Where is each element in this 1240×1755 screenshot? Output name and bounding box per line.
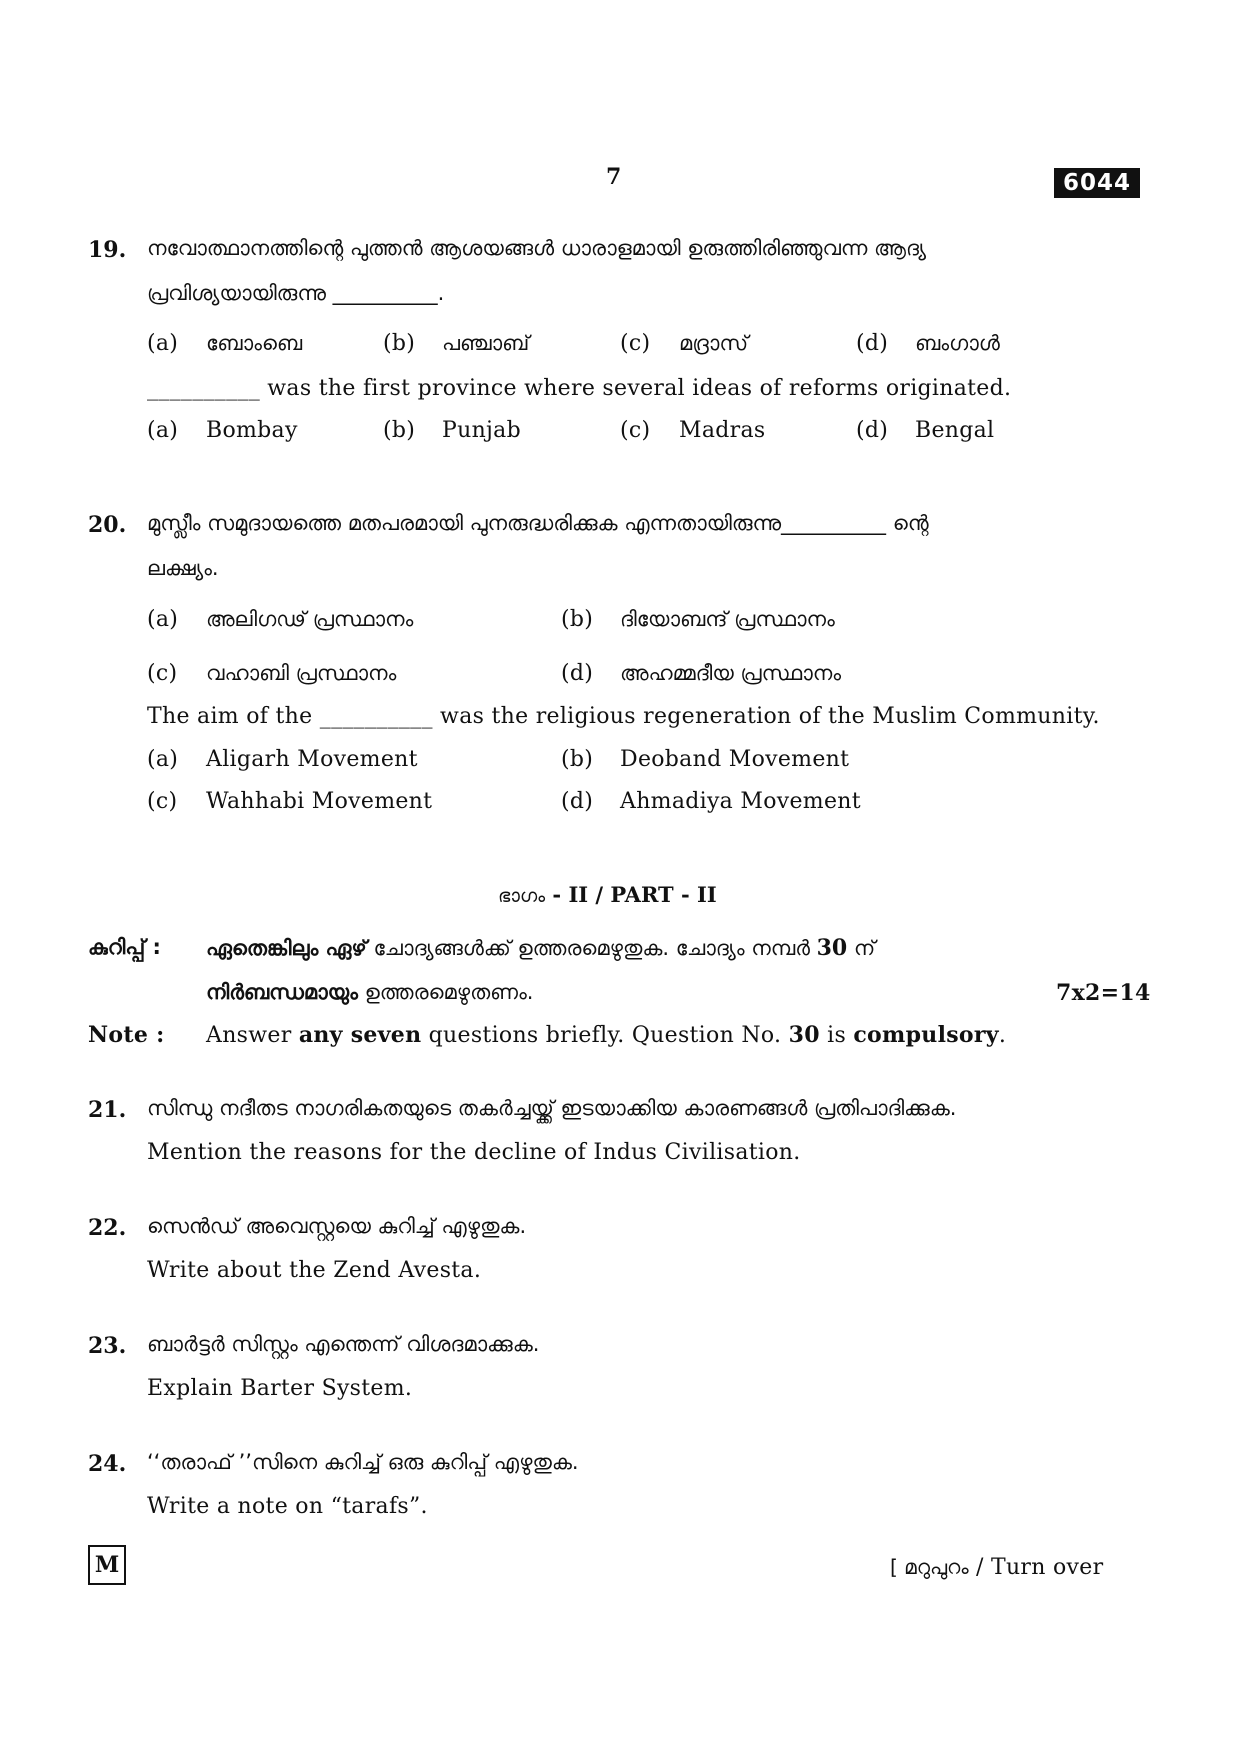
option-label: (d)	[856, 418, 889, 443]
option-text-en: Wahhabi Movement	[206, 789, 433, 814]
option-text-ml: ബോംബെ	[206, 331, 303, 355]
note-text-en	[206, 1022, 1006, 1048]
turn-over-ml: [ മറുപുറം	[890, 1555, 969, 1579]
option-text-en: Madras	[679, 418, 766, 443]
option-text-ml: ബംഗാൾ	[915, 331, 1000, 355]
option-label: (b)	[383, 418, 416, 443]
option-label: (b)	[561, 607, 594, 632]
question-text-ml: ബാർട്ടർ സിസ്റ്റം എന്തെന്ന് വിശദമാക്കുക.	[147, 1332, 540, 1356]
option-label: (a)	[147, 607, 179, 632]
note-fragment: ന്	[847, 936, 876, 960]
note-emphasis: 30	[816, 935, 848, 961]
option-label: (d)	[561, 661, 594, 686]
question-text-ml: പ്രവിശ്യയായിരുന്നു __________.	[147, 281, 445, 305]
option-label: (c)	[620, 331, 651, 356]
option-label: (a)	[147, 331, 179, 356]
option-label: (c)	[147, 789, 178, 814]
note-emphasis: നിർബന്ധമായും	[206, 980, 358, 1004]
option-label: (a)	[147, 418, 179, 443]
note-fragment: questions briefly. Question No.	[421, 1023, 789, 1048]
turn-over-en: / Turn over	[968, 1555, 1104, 1580]
option-text-en: Ahmadiya Movement	[620, 789, 861, 814]
question-text-en: Mention the reasons for the decline of Indus Civilisation.	[147, 1140, 801, 1165]
note-fragment: .	[998, 1023, 1007, 1048]
option-text-en: Punjab	[442, 418, 521, 443]
turn-over-note	[890, 1555, 1103, 1580]
m-mark-box: M	[88, 1545, 126, 1585]
note-fragment: Answer	[206, 1023, 299, 1048]
option-label: (b)	[383, 331, 416, 356]
note-emphasis: any seven	[298, 1022, 422, 1048]
question-number: 23.	[88, 1333, 127, 1359]
option-label: (d)	[856, 331, 889, 356]
page-number: 7	[606, 164, 622, 190]
section-heading	[498, 882, 717, 907]
question-text-ml: ലക്ഷ്യം.	[147, 556, 219, 580]
option-label: (c)	[620, 418, 651, 443]
note-emphasis: 30	[788, 1022, 820, 1048]
note-fragment: ഉത്തരമെഴുതണം.	[357, 980, 534, 1004]
question-text-ml: മുസ്ലീം സമുദായത്തെ മതപരമായി പുനരുദ്ധരിക്കുക എന്നതായിരുന്നു__________ ന്റെ	[147, 511, 929, 535]
option-text-ml: ദിയോബന്ദ് പ്രസ്ഥാനം	[620, 607, 835, 631]
option-text-ml: പഞ്ചാബ്	[442, 331, 530, 355]
note-label-ml: കുറിപ്പ് :	[88, 935, 161, 959]
option-text-ml: മദ്രാസ്	[679, 331, 749, 355]
question-text-en: The aim of the __________ was the religious regeneration of the Muslim Community.	[147, 704, 1100, 729]
option-text-en: Bengal	[915, 418, 995, 443]
option-text-ml: അലിഗഢ് പ്രസ്ഥാനം	[206, 607, 414, 631]
section-heading-ml: ഭാഗം	[498, 885, 546, 907]
question-number: 22.	[88, 1215, 127, 1241]
question-number: 19.	[88, 237, 127, 263]
note-text-ml	[206, 980, 533, 1005]
option-label: (d)	[561, 789, 594, 814]
option-text-en: Aligarh Movement	[206, 747, 418, 772]
option-text-ml: അഹമ്മദീയ പ്രസ്ഥാനം	[620, 661, 842, 685]
note-label-en: Note :	[88, 1022, 165, 1048]
question-text-ml: സെൻഡ് അവെസ്റ്റയെ കുറിച്ച് എഴുതുക.	[147, 1214, 527, 1238]
section-heading-en: - II / PART - II	[545, 882, 717, 907]
note-text-ml	[206, 935, 875, 961]
option-text-en: Bombay	[206, 418, 298, 443]
note-emphasis: ഏതെങ്കിലും ഏഴ്	[206, 936, 367, 960]
question-text-ml: സിന്ധു നദീതട നാഗരികതയുടെ തകർച്ചയ്ക്ക് ഇടയാക്കിയ കാരണങ്ങൾ പ്രതിപാദിക്കുക.	[147, 1096, 957, 1120]
question-text-ml: നവോത്ഥാനത്തിന്റെ പുത്തൻ ആശയങ്ങൾ ധാരാളമായി ഉരുത്തിരിഞ്ഞുവന്ന ആദ്യ	[147, 236, 927, 260]
note-fragment: ചോദ്യങ്ങൾക്ക് ഉത്തരമെഴുതുക. ചോദ്യം നമ്പർ	[366, 936, 817, 960]
option-text-ml: വഹാബി പ്രസ്ഥാനം	[206, 661, 397, 685]
question-number: 20.	[88, 512, 127, 538]
paper-code-badge: 6044	[1054, 168, 1140, 198]
note-emphasis: compulsory	[853, 1022, 999, 1048]
question-number: 24.	[88, 1451, 127, 1477]
option-text-en: Deoband Movement	[620, 747, 850, 772]
marks-allocation: 7x2=14	[1056, 980, 1151, 1006]
question-text-ml: ‘‘തരാഫ് ’’സിനെ കുറിച്ച് ഒരു കുറിപ്പ് എഴുതുക.	[147, 1450, 579, 1474]
option-label: (c)	[147, 661, 178, 686]
question-text-en: Write about the Zend Avesta.	[147, 1258, 482, 1283]
question-text-en: Write a note on “tarafs”.	[147, 1494, 428, 1519]
option-label: (a)	[147, 747, 179, 772]
question-number: 21.	[88, 1097, 127, 1123]
option-label: (b)	[561, 747, 594, 772]
note-fragment: is	[819, 1023, 854, 1048]
question-text-en: __________ was the first province where several ideas of reforms originated.	[147, 376, 1012, 401]
question-text-en: Explain Barter System.	[147, 1376, 413, 1401]
